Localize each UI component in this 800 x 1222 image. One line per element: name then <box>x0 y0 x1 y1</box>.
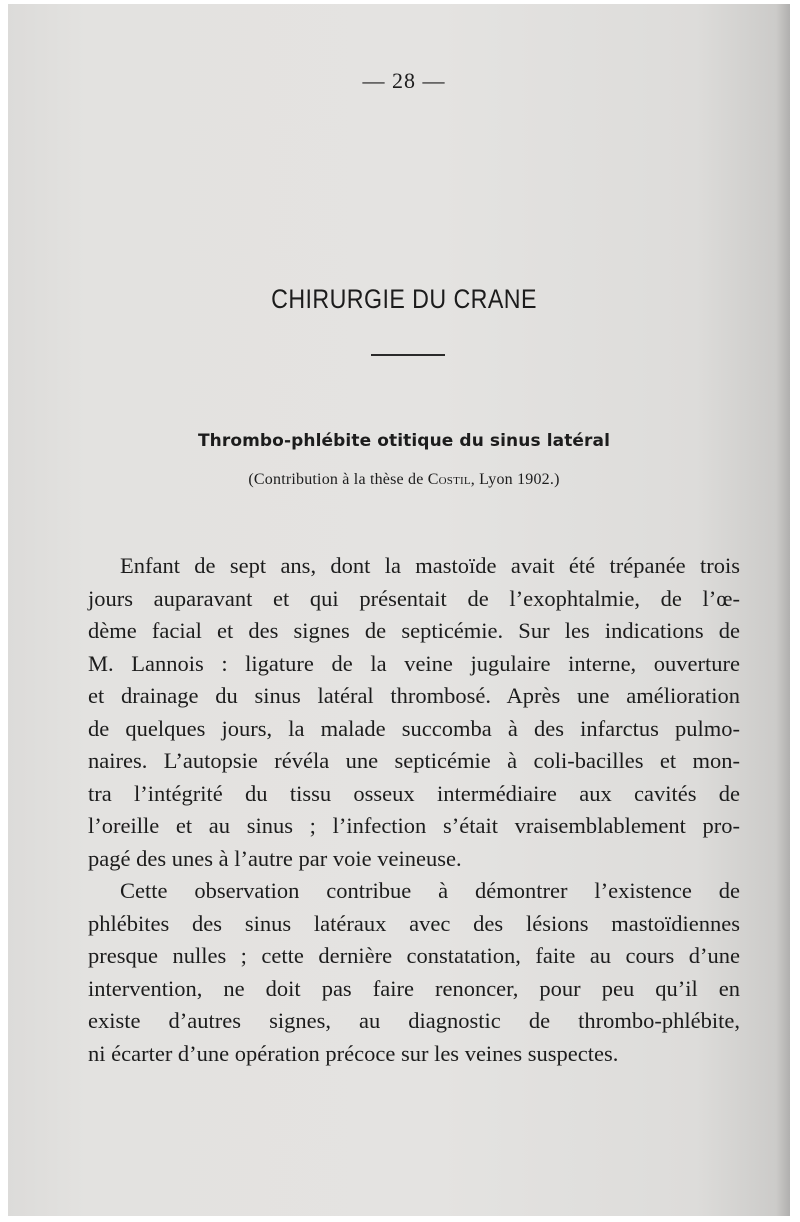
text-line: tra l’intégrité du tissu osseux intermédiaire aux cavités de <box>88 780 740 806</box>
text-line: presque nulles ; cette dernière constatation, faite au cours d’une <box>88 943 740 968</box>
page-edge-shadow <box>776 4 790 1216</box>
contribution-note <box>8 471 800 489</box>
text-line: pagé des unes à l’autre par voie veineuse. <box>88 845 462 871</box>
book-page <box>8 4 790 1216</box>
paragraph-1 <box>88 550 740 875</box>
text-line: phlébites des sinus latéraux avec des lésions mastoïdiennes <box>88 910 740 936</box>
contribution-author: Costil <box>427 471 471 488</box>
text-line: intervention, ne doit pas faire renoncer, pour peu qu’il en <box>88 975 740 1001</box>
page-number: — 28 — <box>362 68 446 93</box>
paragraph-2 <box>88 875 740 1070</box>
section-title: Thrombo-phlébite otitique du sinus latéral <box>197 431 611 451</box>
text-line: l’oreille et au sinus ; l’infection s’était vraisemblablement pro- <box>88 813 740 838</box>
text-line: ni écarter d’une opération précoce sur les veines suspectes. <box>88 1040 619 1066</box>
text-line: Cette observation contribue à démontrer l’existence de <box>120 878 740 903</box>
text-line: et drainage du sinus latéral thrombosé. Après une amélioration <box>88 683 740 708</box>
text-line: M. Lannois : ligature de la veine jugulaire interne, ouverture <box>88 650 740 676</box>
chapter-title: CHIRURGIE DU CRANE <box>271 284 537 314</box>
text-line: Enfant de sept ans, dont la mastoïde avait été trépanée trois <box>120 553 740 578</box>
text-line: naires. L’autopsie révéla une septicémie à coli-bacilles et mon- <box>88 748 740 773</box>
text-line: dème facial et des signes de septicémie. Sur les indications de <box>88 618 740 643</box>
text-line: de quelques jours, la malade succomba à des infarctus pulmo- <box>88 715 740 741</box>
title-rule <box>371 354 445 356</box>
text-line: existe d’autres signes, au diagnostic de thrombo-phlébite, <box>88 1008 740 1033</box>
contribution-before: (Contribution à la thèse de <box>248 471 428 488</box>
contribution-after: , Lyon 1902.) <box>470 471 560 488</box>
text-line: jours auparavant et qui présentait de l’exophtalmie, de l’œ- <box>88 585 740 611</box>
body-text <box>88 550 740 1070</box>
